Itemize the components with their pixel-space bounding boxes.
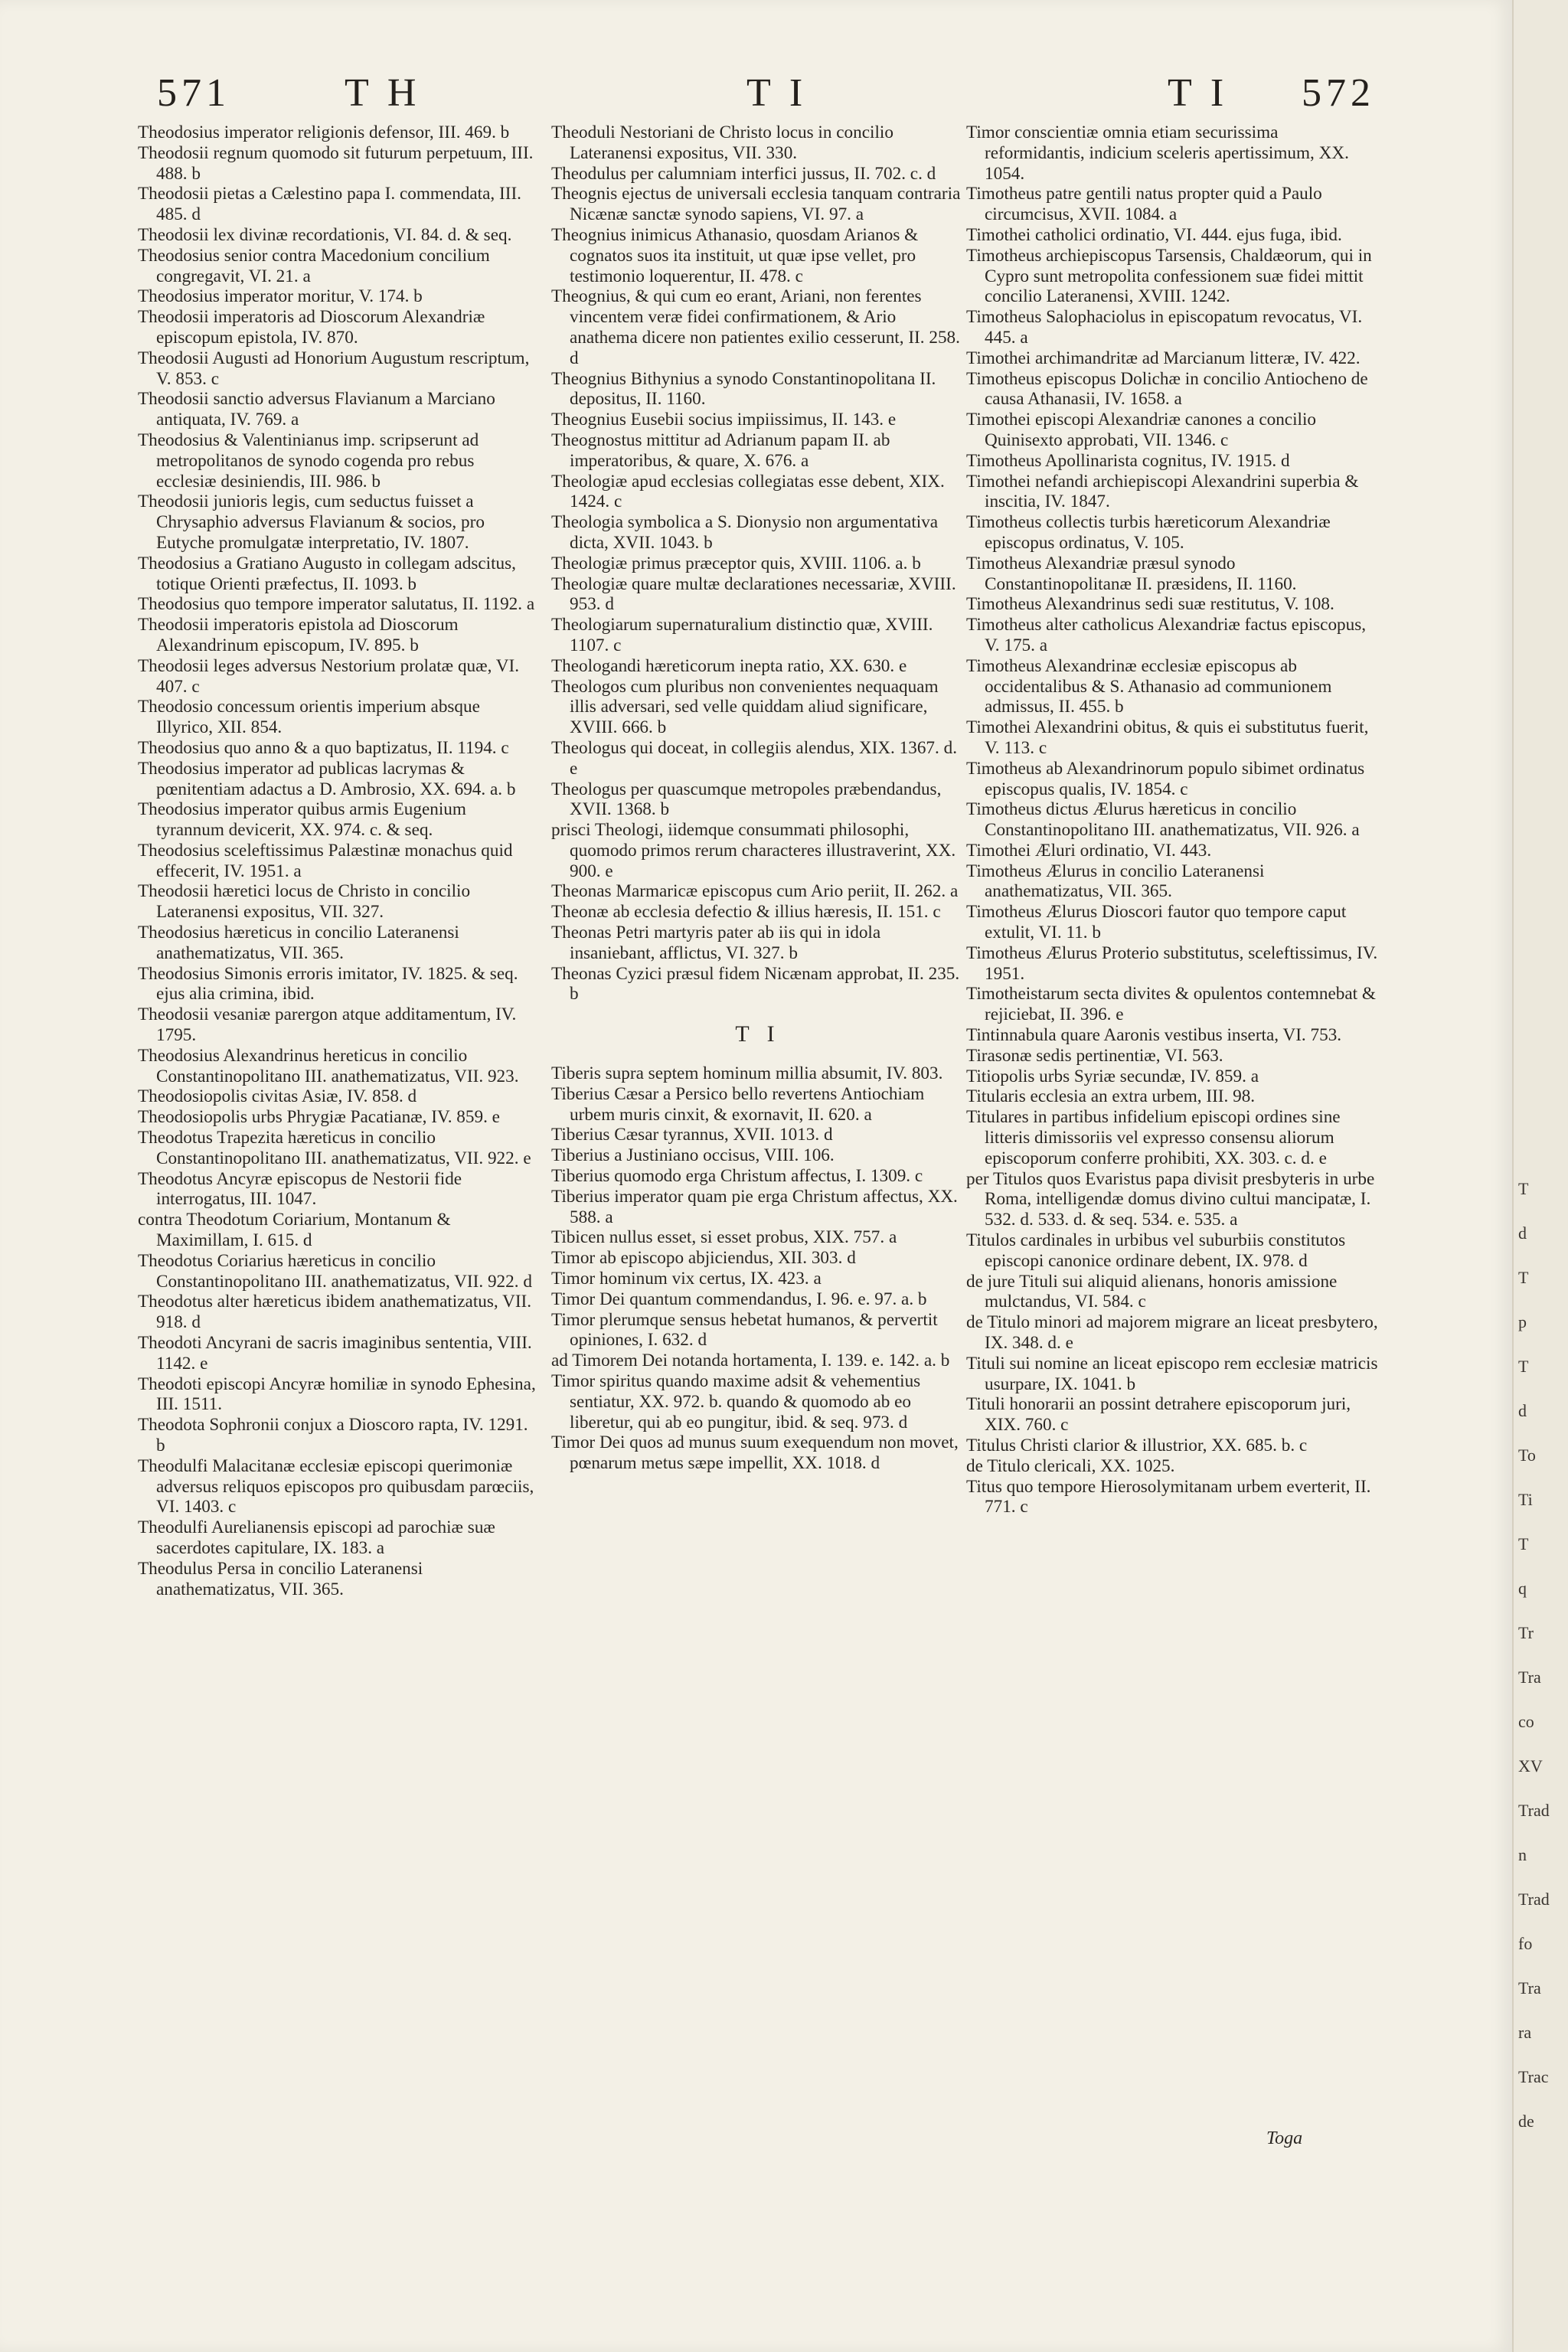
index-entry: Theodosii pietas a Cælestino papa I. commendata, III. 485. d: [138, 184, 521, 225]
index-entry: Timotheus Alexandrinæ ecclesiæ episcopus ab occidentalibus & S. Athanasio ad communionem admissus, II. 455. b: [966, 655, 1332, 717]
index-entry: Timotheistarum secta divites & opulentos contemnebat & rejiciebat, II. 396. e: [966, 984, 1376, 1025]
index-entry: Timothei nefandi archiepiscopi Alexandrini superbia & inscitia, IV. 1847.: [966, 471, 1359, 512]
running-head-right: T I: [1168, 71, 1229, 115]
index-entry: Theodosii sanctio adversus Flavianum a Marciano antiquata, IV. 769. a: [138, 389, 495, 430]
index-entry: Tituli honorarii an possint detrahere episcoporum juri, XIX. 760. c: [966, 1394, 1351, 1436]
index-entry: Theodosii imperatoris ad Dioscorum Alexandriæ episcopum epistola, IV. 870.: [138, 307, 485, 348]
neighbor-text-fragment: Tra: [1518, 1668, 1541, 1687]
index-entry: Theodosius imperator ad publicas lacrymas & pœnitentiam adactus a D. Ambrosio, XX. 694. a. b: [138, 758, 516, 799]
index-entry: prisci Theologi, iidemque consummati philosophi, quomodo primos rerum characteres illustraverint, XX. 900. e: [551, 820, 956, 881]
index-entry: Titularis ecclesia an extra urbem, III. 98.: [966, 1086, 1256, 1107]
index-entry: Theoduli Nestoriani de Christo locus in concilio Lateranensi expositus, VII. 330.: [551, 122, 893, 163]
index-entry: Timor conscientiæ omnia etiam securissima reformidantis, indicium sceleris apertissimum, XX. 1054.: [966, 122, 1349, 184]
index-entry: Timotheus ab Alexandrinorum populo sibimet ordinatus episcopus qualis, IV. 1854. c: [966, 758, 1365, 799]
index-entry: Theodosio concessum orientis imperium absque Illyrico, XII. 854.: [138, 697, 480, 738]
neighbor-text-fragment: de: [1518, 2112, 1534, 2131]
catchword: Toga: [1266, 2128, 1303, 2148]
index-entry: Timothei archimandritæ ad Marcianum litteræ, IV. 422.: [966, 348, 1361, 368]
index-entry: Theodosius Alexandrinus hereticus in concilio Constantinopolitano III. anathematizatus, VII. 923.: [138, 1045, 519, 1086]
neighbor-text-fragment: XV: [1518, 1756, 1543, 1775]
index-entry: Theodosii imperatoris epistola ad Dioscorum Alexandrinum episcopum, IV. 895. b: [138, 615, 459, 655]
index-entry: Theodosius imperator religionis defensor, III. 469. b: [138, 122, 510, 142]
index-entry: Tiberius Cæsar a Persico bello revertens Antiochiam urbem muris cinxit, & exornavit, II. 620. a: [551, 1083, 925, 1125]
index-entry: Titulus Christi clarior & illustrior, XX. 685. b. c: [966, 1436, 1308, 1455]
neighbor-text-fragment: fo: [1518, 1934, 1533, 1953]
index-entry: Timotheus Ælurus Proterio substitutus, sceleftissimus, IV. 1951.: [966, 942, 1378, 984]
index-entry: Theologiæ apud ecclesias collegiatas esse debent, XIX. 1424. c: [551, 471, 945, 512]
index-entry: Timor ab episcopo abjiciendus, XII. 303. d: [551, 1248, 856, 1269]
neighbor-text-fragment: Trac: [1518, 2067, 1549, 2086]
index-entry: Tiberius a Justiniano occisus, VIII. 106.: [551, 1145, 835, 1166]
neighbor-text-fragment: d: [1518, 1401, 1527, 1420]
index-entry: Theodosius imperator quibus armis Eugenium tyrannum devicerit, XX. 974. c. & seq.: [138, 799, 466, 841]
neighbor-text-fragment: Tr: [1518, 1623, 1534, 1642]
index-entry: Theodosii hæretici locus de Christo in concilio Lateranensi expositus, VII. 327.: [138, 881, 471, 923]
index-entry: Theologia symbolica a S. Dionysio non argumentativa dicta, XVII. 1043. b: [551, 512, 939, 553]
index-entry: Theognius Bithynius a synodo Constantinopolitana II. depositus, II. 1160.: [551, 368, 936, 410]
index-entry: Timotheus dictus Ælurus hæreticus in concilio Constantinopolitano III. anathematizatus, VII. 926. a: [966, 799, 1360, 841]
index-entry: Theodosius Simonis erroris imitator, IV. 1825. & seq. ejus alia crimina, ibid.: [138, 963, 518, 1004]
neighbor-text-fragment: T: [1518, 1268, 1529, 1287]
neighbor-text-fragment: Trad: [1518, 1801, 1550, 1820]
index-entry: Theognius inimicus Athanasio, quosdam Arianos & cognatos suos ita instituit, ut quæ ipse vellet, pro testimonio loquerentur, II. 478. c: [551, 224, 919, 286]
index-entry: Theodulus Persa in concilio Lateranensi anathematizatus, VII. 365.: [138, 1558, 423, 1599]
index-entry: Theodosii lex divinæ recordationis, VI. 84. d. & seq.: [138, 224, 512, 245]
index-entry: ad Timorem Dei notanda hortamenta, I. 139. e. 142. a. b: [551, 1351, 950, 1371]
page-number-left: 571: [157, 71, 230, 115]
index-entry: Theodulfi Malacitanæ ecclesiæ episcopi querimoniæ adversus reliquos episcopos pro quibusdam parœciis, VI. 1403. c: [138, 1455, 534, 1517]
neighbor-text-fragment: co: [1518, 1712, 1534, 1731]
running-head-left: T H: [345, 71, 421, 115]
neighbor-text-fragment: p: [1518, 1312, 1527, 1331]
neighbor-text-fragment: Trad: [1518, 1890, 1550, 1909]
index-entry: Titiopolis urbs Syriæ secundæ, IV. 859. a: [966, 1066, 1259, 1086]
neighbor-text-fragment: Tra: [1518, 1978, 1541, 1998]
index-entry: Theonas Cyzici præsul fidem Nicænam approbat, II. 235. b: [551, 963, 960, 1004]
index-entry: Tiberis supra septem hominum millia absumit, IV. 803.: [551, 1063, 943, 1084]
index-entry: Theodosius quo tempore imperator salutatus, II. 1192. a: [138, 594, 535, 615]
neighbor-text-fragment: To: [1518, 1446, 1536, 1465]
index-entry: Theodotus Trapezita hæreticus in concilio Constantinopolitano III. anathematizatus, VII. 922. e: [138, 1128, 531, 1168]
index-entry: Timothei Æluri ordinatio, VI. 443.: [966, 840, 1212, 861]
index-entry: Titus quo tempore Hierosolymitanam urbem everterit, II. 771. c: [966, 1476, 1371, 1517]
index-column-2: [551, 122, 965, 1474]
index-entry: Timothei catholici ordinatio, VI. 444. ejus fuga, ibid.: [966, 224, 1342, 245]
index-entry: Timothei episcopi Alexandriæ canones a concilio Quinisexto approbati, VII. 1346. c: [966, 410, 1317, 450]
neighbor-text-fragment: ra: [1518, 2023, 1532, 2042]
index-entry: Tituli sui nomine an liceat episcopo rem ecclesiæ matricis usurpare, IX. 1041. b: [966, 1353, 1378, 1394]
index-entry: Theodotus alter hæreticus ibidem anathematizatus, VII. 918. d: [138, 1292, 532, 1333]
index-entry: Theodosii vesaniæ parergon atque additamentum, IV. 1795.: [138, 1004, 517, 1046]
neighbor-text-fragment: n: [1518, 1845, 1527, 1864]
index-entry: Theognius, & qui cum eo erant, Ariani, non ferentes vincentem veræ fidei confirmationem, & Ario anathema dicere non patientes exilio cesserunt, II. 258. d: [551, 286, 960, 368]
index-column-1: [138, 122, 536, 1599]
index-entry: Timor spiritus quando maxime adsit & vehementius sentiatur, XX. 972. b. quando & quomodo ab eo liberetur, qui ab eo pungitur, ibid. & seq. 973. d: [551, 1371, 921, 1432]
index-entry: Timotheus patre gentili natus propter quid a Paulo circumcisus, XVII. 1084. a: [966, 184, 1322, 225]
neighbor-text-fragment: q: [1518, 1579, 1527, 1598]
index-entry: Titulos cardinales in urbibus vel suburbiis constitutos episcopi canonice ordinare debent, IX. 978. d: [966, 1230, 1346, 1271]
index-entry: Theologos cum pluribus non convenientes nequaquam illis adversari, sed velle quiddam aliud significare, XVIII. 666. b: [551, 676, 939, 738]
index-entry: Theodosii junioris legis, cum seductus fuisset a Chrysaphio adversus Flavianum & socios, pro Eutyche promulgatæ interpretatio, IV. 1807.: [138, 492, 485, 553]
index-entry: Theodotus Coriarius hæreticus in concilio Constantinopolitano III. anathematizatus, VII. 922. d: [138, 1250, 532, 1292]
index-entry: Timotheus Alexandriæ præsul synodo Constantinopolitanæ II. præsidens, II. 1160.: [966, 553, 1297, 594]
index-entry: per Titulos quos Evaristus papa divisit presbyteris in urbe Roma, intelligendæ domus divino cultui mancipatæ, I. 532. d. 533. d. & seq. 534. e. 535. a: [966, 1168, 1375, 1230]
index-entry: Theognius Eusebii socius impiissimus, II. 143. e: [551, 410, 897, 430]
index-entry: Timor hominum vix certus, IX. 423. a: [551, 1269, 822, 1289]
index-entry: Theodosius quo anno & a quo baptizatus, II. 1194. c: [138, 737, 509, 758]
index-entry: Timotheus Ælurus Dioscori fautor quo tempore caput extulit, VI. 11. b: [966, 902, 1347, 943]
index-entry: Theodosius imperator moritur, V. 174. b: [138, 286, 423, 307]
index-entry: Timor plerumque sensus hebetat humanos, & pervertit opiniones, I. 632. d: [551, 1309, 938, 1351]
index-entry: Theodulus per calumniam interfici jussus, II. 702. c. d: [551, 163, 936, 184]
adjacent-page-edge: [1512, 0, 1568, 2352]
index-entry: Theodosiopolis urbs Phrygiæ Pacatianæ, IV. 859. e: [138, 1107, 500, 1128]
index-entry: Tiberius Cæsar tyrannus, XVII. 1013. d: [551, 1125, 833, 1145]
index-entry: Theodosiopolis civitas Asiæ, IV. 858. d: [138, 1086, 417, 1107]
index-entry: Theodulfi Aurelianensis episcopi ad parochiæ suæ sacerdotes capitulare, IX. 183. a: [138, 1517, 495, 1558]
running-head-center: T I: [746, 71, 808, 115]
index-entry: Tirasonæ sedis pertinentiæ, VI. 563.: [966, 1045, 1223, 1066]
index-entry: Theodoti Ancyrani de sacris imaginibus sententia, VIII. 1142. e: [138, 1333, 532, 1374]
index-entry: Theodosius senior contra Macedonium concilium congregavit, VI. 21. a: [138, 245, 490, 286]
index-entry: Timotheus Apollinarista cognitus, IV. 1915. d: [966, 450, 1290, 471]
index-entry: Tintinnabula quare Aaronis vestibus inserta, VI. 753.: [966, 1025, 1342, 1046]
index-entry: Timotheus collectis turbis hæreticorum Alexandriæ episcopus ordinatus, V. 105.: [966, 512, 1331, 553]
index-entry: Tiberius quomodo erga Christum affectus, I. 1309. c: [551, 1166, 923, 1187]
index-entry: Timothei Alexandrini obitus, & quis ei substitutus fuerit, V. 113. c: [966, 717, 1369, 758]
neighbor-text-fragment: T: [1518, 1534, 1529, 1553]
neighbor-text-fragment: d: [1518, 1223, 1527, 1243]
index-entry: de Titulo clericali, XX. 1025.: [966, 1455, 1175, 1476]
neighbor-text-fragment: Ti: [1518, 1490, 1533, 1509]
index-entry: Theodosii Augusti ad Honorium Augustum rescriptum, V. 853. c: [138, 348, 530, 389]
index-entry: Timor Dei quos ad munus suum exequendum non movet, pœnarum metus sæpe impellit, XX. 1018. d: [551, 1432, 959, 1474]
index-entry: Theodosius hæreticus in concilio Lateranensi anathematizatus, VII. 365.: [138, 923, 459, 963]
index-entry: Theodotus Ancyræ episcopus de Nestorii fide interrogatus, III. 1047.: [138, 1168, 462, 1210]
index-entry: Theologandi hæreticorum inepta ratio, XX. 630. e: [551, 655, 907, 676]
index-entry: Theologiarum supernaturalium distinctio quæ, XVIII. 1107. c: [551, 615, 933, 655]
page-number-right: 572: [1302, 71, 1375, 115]
index-entry: Titulares in partibus infidelium episcopi ordines sine litteris dimissoriis vel expresso consensu aliorum episcoporum conferre prohibiti, XX. 303. c. d. e: [966, 1107, 1341, 1168]
index-entry: Timotheus Alexandrinus sedi suæ restitutus, V. 108.: [966, 594, 1334, 615]
index-entry: Theognis ejectus de universali ecclesia tanquam contraria Nicænæ sanctæ synodo sapiens, VI. 97. a: [551, 184, 961, 225]
index-entry: Theonas Petri martyris pater ab iis qui in idola insaniebant, afflictus, VI. 327. b: [551, 923, 881, 963]
index-entry: Theodota Sophronii conjux a Dioscoro rapta, IV. 1291. b: [138, 1415, 528, 1455]
index-entry: Theodosii leges adversus Nestorium prolatæ quæ, VI. 407. c: [138, 655, 520, 697]
index-entry: Theonas Marmaricæ episcopus cum Ario periit, II. 262. a: [551, 881, 959, 902]
index-entry: Theognostus mittitur ad Adrianum papam II. ab imperatoribus, & quare, X. 676. a: [551, 430, 890, 471]
index-entry: Timotheus episcopus Dolichæ in concilio Antiocheno de causa Athanasii, IV. 1658. a: [966, 368, 1368, 410]
index-entry: Timotheus Ælurus in concilio Lateranensi anathematizatus, VII. 365.: [966, 861, 1265, 902]
index-entry: Tibicen nullus esset, si esset probus, XIX. 757. a: [551, 1227, 897, 1248]
neighbor-text-fragment: T: [1518, 1357, 1529, 1376]
index-entry: de Titulo minori ad majorem migrare an liceat presbytero, IX. 348. d. e: [966, 1312, 1378, 1354]
index-entry: Theologiæ quare multæ declarationes necessariæ, XVIII. 953. d: [551, 573, 956, 615]
index-entry: Theodosius & Valentinianus imp. scripserunt ad metropolitanos de synodo cogenda pro rebus ecclesiæ desiniendis, III. 986. b: [138, 430, 479, 492]
index-entry: Theodosius sceleftissimus Palæstinæ monachus quid effecerit, IV. 1951. a: [138, 840, 513, 881]
index-column-3: [966, 122, 1380, 1517]
index-entry: Timotheus alter catholicus Alexandriæ factus episcopus, V. 175. a: [966, 615, 1367, 655]
index-entry: contra Theodotum Coriarium, Montanum & Maximillam, I. 615. d: [138, 1210, 451, 1251]
index-entry: Theonæ ab ecclesia defectio & illius hæresis, II. 151. c: [551, 902, 941, 923]
neighbor-text-fragment: T: [1518, 1179, 1529, 1198]
index-entry: Theodosius a Gratiano Augusto in collegam adscitus, totique Orienti præfectus, II. 1093. b: [138, 553, 516, 594]
index-entry: Timotheus Salophaciolus in episcopatum revocatus, VI. 445. a: [966, 307, 1363, 348]
index-entry: de jure Tituli sui aliquid alienans, honoris amissione mulctandus, VI. 584. c: [966, 1271, 1338, 1312]
index-entry: Theologus per quascumque metropoles præbendandus, XVII. 1368. b: [551, 779, 942, 820]
section-heading: T I: [735, 1021, 781, 1047]
index-entry: Theodoti episcopi Ancyræ homiliæ in synodo Ephesina, III. 1511.: [138, 1374, 536, 1415]
index-entry: Timor Dei quantum commendandus, I. 96. e. 97. a. b: [551, 1289, 927, 1309]
index-entry: Tiberius imperator quam pie erga Christum affectus, XX. 588. a: [551, 1186, 958, 1227]
index-entry: Theologus qui doceat, in collegiis alendus, XIX. 1367. d. e: [551, 737, 957, 779]
index-entry: Timotheus archiepiscopus Tarsensis, Chaldæorum, qui in Cypro sunt metropolita confessionem suæ fidei mittit concilio Lateranensi, XVIII. 1242.: [966, 245, 1372, 307]
index-entry: Theodosii regnum quomodo sit futurum perpetuum, III. 488. b: [138, 142, 534, 184]
index-entry: Theologiæ primus præceptor quis, XVIII. 1106. a. b: [551, 553, 921, 573]
